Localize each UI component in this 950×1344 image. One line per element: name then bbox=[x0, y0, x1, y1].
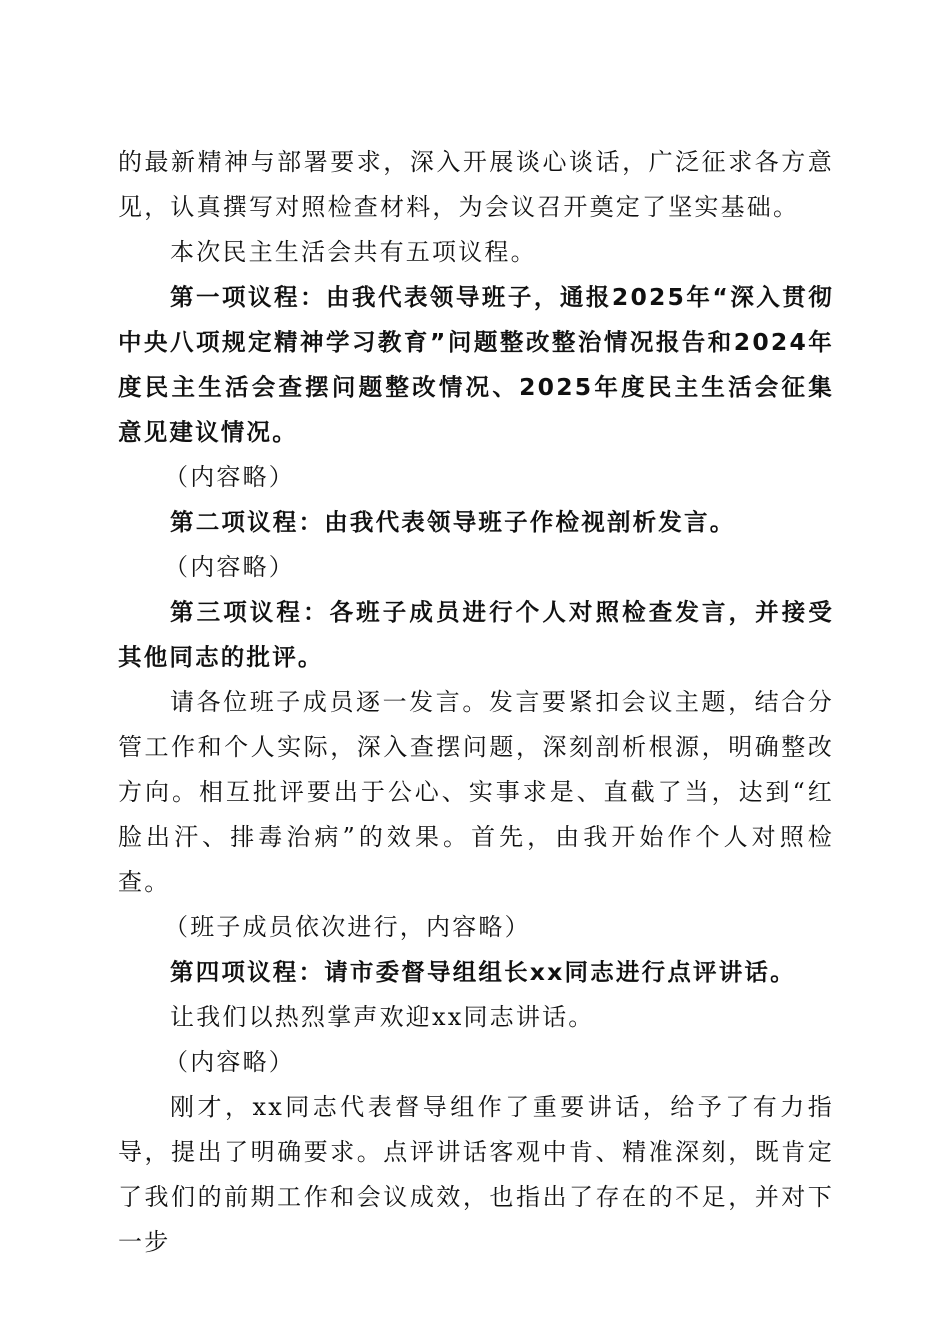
content-omitted-note: （内容略） bbox=[164, 553, 295, 581]
paragraph-continuation: 的最新精神与部署要求，深入开展谈心谈话，广泛征求各方意见，认真撰写对照检查材料，为会议召开奠定了坚实基础。 bbox=[118, 148, 834, 221]
paragraph-speaking-instructions: 请各位班子成员逐一发言。发言要紧扣会议主题，结合分管工作和个人实际，深入查摆问题，深刻剖析根源，明确整改方向。相互批评要出于公心、实事求是、直截了当，达到“红脸出汗、排毒治病”的效果。首先，由我开始作个人对照检查。 bbox=[118, 688, 834, 896]
content-omitted-note: （内容略） bbox=[164, 1048, 295, 1076]
content-omitted-note: （班子成员依次进行，内容略） bbox=[164, 913, 531, 941]
paragraph-welcome: 让我们以热烈掌声欢迎xx同志讲话。 bbox=[170, 1003, 595, 1031]
agenda-item-4: 第四项议程：请市委督导组组长xx同志进行点评讲话。 bbox=[170, 958, 796, 986]
agenda-item-2: 第二项议程：由我代表领导班子作检视剖析发言。 bbox=[170, 508, 736, 536]
content-omitted-note: （内容略） bbox=[164, 463, 295, 491]
agenda-item-3: 第三项议程：各班子成员进行个人对照检查发言，并接受其他同志的批评。 bbox=[118, 598, 834, 671]
paragraph-summary: 刚才，xx同志代表督导组作了重要讲话，给予了有力指导，提出了明确要求。点评讲话客观中肯、精准深刻，既肯定了我们的前期工作和会议成效，也指出了存在的不足，并对下一步 bbox=[118, 1093, 834, 1256]
agenda-item-1: 第一项议程：由我代表领导班子，通报2025年“深入贯彻中央八项规定精神学习教育”问题整改整治情况报告和2024年度民主生活会查摆问题整改情况、2025年度民主生活会征集意见建议情况。 bbox=[118, 283, 834, 446]
document-body bbox=[118, 140, 834, 1265]
paragraph-agenda-intro: 本次民主生活会共有五项议程。 bbox=[170, 238, 537, 266]
